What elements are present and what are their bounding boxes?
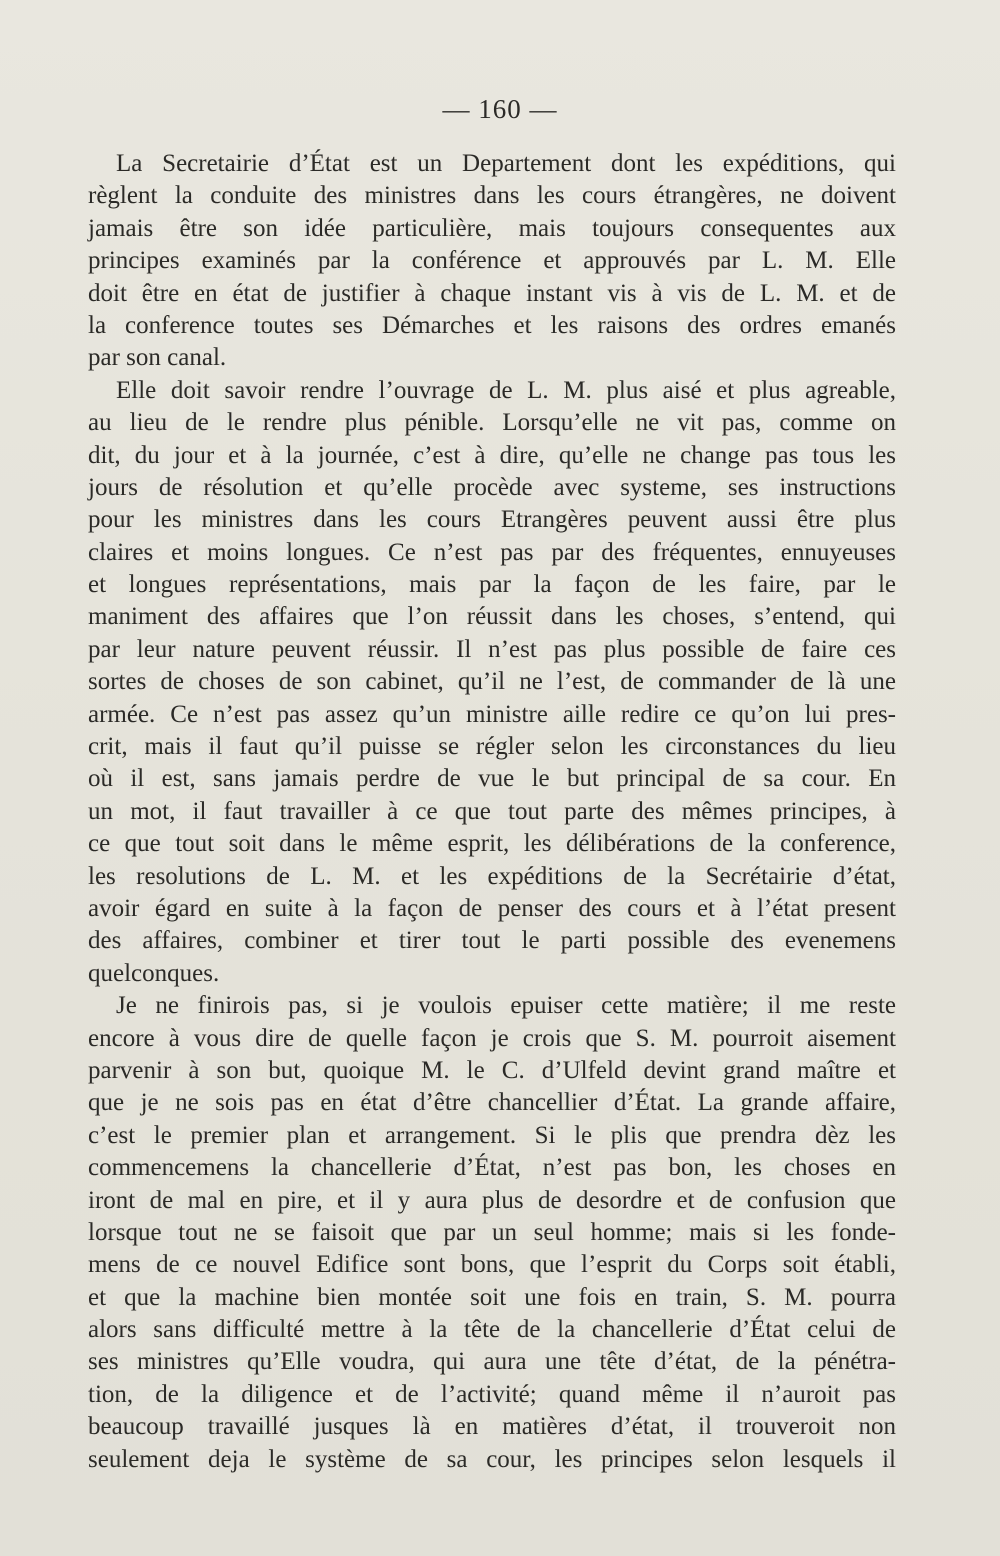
text-line: un mot, il faut travailler à ce que tout parte des mêmes principes, à [88,797,896,825]
text-line: alors sans difficulté mettre à la tête de la chancellerie d’État celui de [88,1316,896,1344]
text-line: jamais être son idée particulière, mais toujours consequentes aux [88,214,896,242]
text-line: au lieu de le rendre plus pénible. Lorsqu’elle ne vit pas, comme on [88,409,896,437]
text-line: quelconques. [88,959,220,987]
text-line: règlent la conduite des ministres dans les cours étrangères, ne doivent [88,182,896,210]
text-line: encore à vous dire de quelle façon je crois que S. M. pourroit aisement [88,1024,896,1052]
text-line: que je ne sois pas en état d’être chancellier d’État. La grande affaire, [88,1089,896,1117]
text-line: pour les ministres dans les cours Etrangères peuvent aussi être plus [88,506,896,534]
page-number: — 160 — [442,94,558,124]
text-line: la conference toutes ses Démarches et les raisons des ordres emanés [88,311,896,339]
text-line: et que la machine bien montée soit une fois en train, S. M. pourra [88,1283,896,1311]
text-line: commencemens la chancellerie d’État, n’est pas bon, les choses en [88,1154,896,1182]
text-line: seulement deja le système de sa cour, les principes selon lesquels il [88,1445,896,1473]
text-line: lorsque tout ne se faisoit que par un seul homme; mais si les fonde- [88,1218,896,1246]
text-line: avoir égard en suite à la façon de penser des cours et à l’état present [88,894,896,922]
text-line: et longues représentations, mais par la façon de les faire, par le [88,571,896,599]
text-line: claires et moins longues. Ce n’est pas par des fréquentes, ennuyeuses [88,538,896,566]
text-line: par leur nature peuvent réussir. Il n’est pas plus possible de faire ces [88,635,896,663]
text-line: où il est, sans jamais perdre de vue le but principal de sa cour. En [88,765,896,793]
text-line: sortes de choses de son cabinet, qu’il ne l’est, de commander de là une [88,668,896,696]
text-line: beaucoup travaillé jusques là en matières d’état, il trouveroit non [88,1413,896,1441]
text-line: ce que tout soit dans le même esprit, les délibérations de la conference, [88,830,896,858]
text-line: La Secretairie d’État est un Departement dont les expéditions, qui [116,150,896,177]
text-line: Elle doit savoir rendre l’ouvrage de L. M. plus aisé et plus agreable, [116,376,896,404]
text-line: doit être en état de justifier à chaque instant vis à vis de L. M. et de [88,279,896,307]
text-line: mens de ce nouvel Edifice sont bons, que l’esprit du Corps soit établi, [88,1251,896,1279]
text-line: les resolutions de L. M. et les expéditions de la Secrétairie d’état, [88,862,896,890]
body-text [88,148,896,1476]
text-line: crit, mais il faut qu’il puisse se régler selon les circonstances du lieu [88,733,896,761]
text-line: iront de mal en pire, et il y aura plus de desordre et de confusion que [88,1186,896,1214]
text-line: Je ne finirois pas, si je voulois epuiser cette matière; il me reste [116,992,896,1020]
text-line: jours de résolution et qu’elle procède avec systeme, ses instructions [88,473,896,501]
text-line: principes examinés par la conférence et approuvés par L. M. Elle [88,247,896,275]
text-line: par son canal. [88,344,227,372]
text-line: parvenir à son but, quoique M. le C. d’Ulfeld devint grand maître et [88,1056,896,1084]
text-line: ses ministres qu’Elle voudra, qui aura une tête d’état, de la pénétra- [88,1348,896,1376]
text-line: tion, de la diligence et de l’activité; quand même il n’auroit pas [88,1380,896,1408]
text-line: c’est le premier plan et arrangement. Si le plis que prendra dèz les [88,1121,896,1149]
text-line: maniment des affaires que l’on réussit dans les choses, s’entend, qui [88,603,896,631]
text-line: des affaires, combiner et tirer tout le parti possible des evenemens [88,927,896,955]
text-line: armée. Ce n’est pas assez qu’un ministre aille redire ce qu’on lui pres- [88,700,896,728]
text-line: dit, du jour et à la journée, c’est à dire, qu’elle ne change pas tous les [88,441,896,469]
